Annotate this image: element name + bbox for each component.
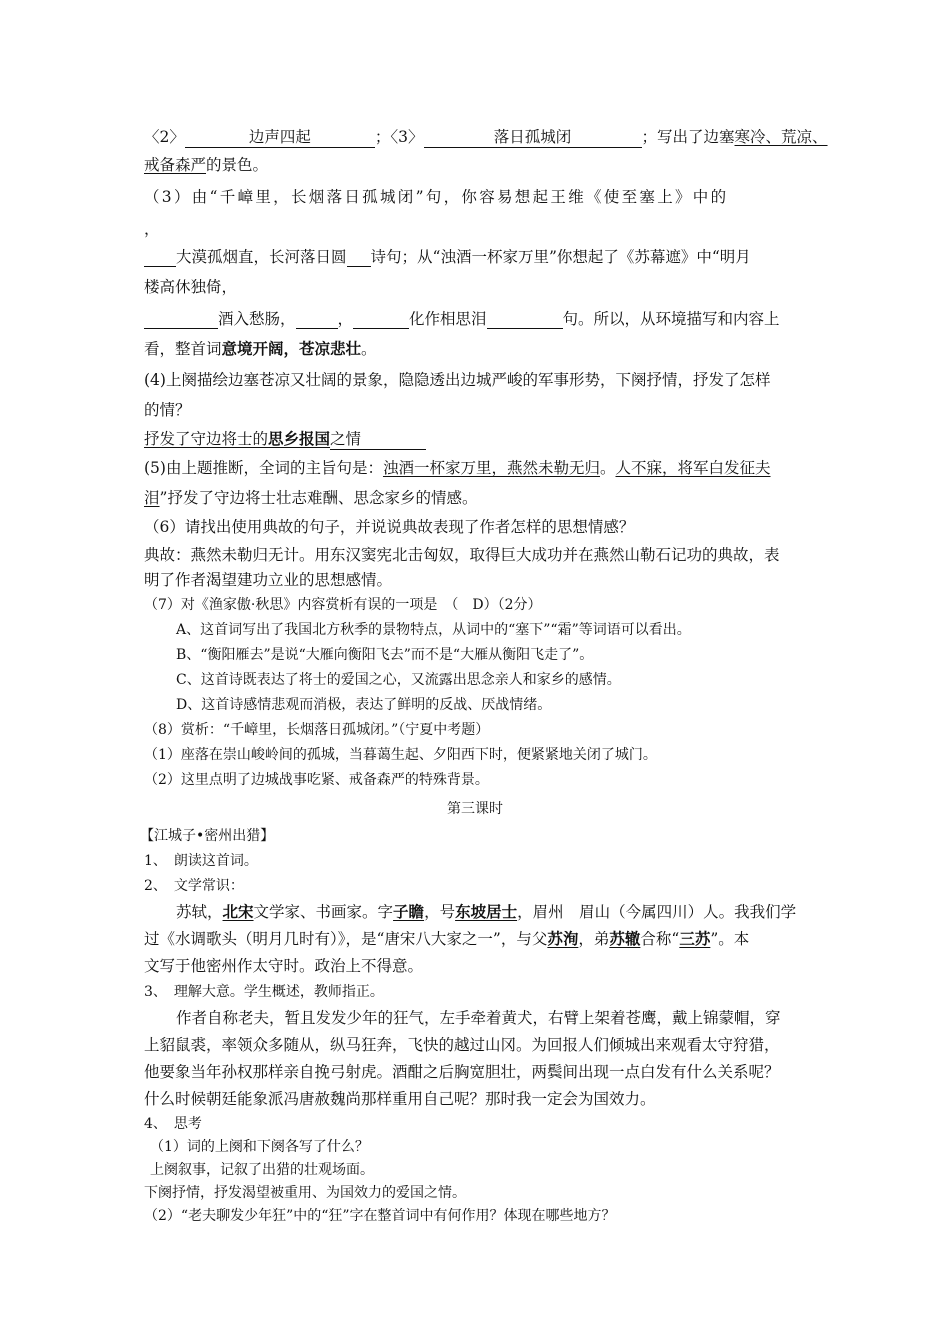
option-c: C、这首诗既表达了将士的爱国之心，又流露出思念亲人和家乡的感情。 bbox=[176, 672, 621, 688]
poem-title: 【江城子•密州出猎】 bbox=[140, 828, 275, 844]
think-a1-upper: 上阕叙事，记叙了出猎的壮观场面。 bbox=[150, 1162, 374, 1178]
line-10: 的情？ bbox=[144, 401, 191, 419]
item-4: 4、 思考 bbox=[144, 1116, 202, 1132]
line-31: 文写于他密州作太守时。政治上不得意。 bbox=[144, 957, 424, 975]
question-5: (5)由上题推断，全词的主旨句是：浊酒一杯家万里，燕然未勒无归。人不寐，将军白发征夫 bbox=[144, 459, 771, 477]
line-13: 泪”抒发了守边将士壮志难酬、思念家乡的情感。 bbox=[144, 489, 478, 507]
question-3: （3）由“千嶂里，长烟落日孤城闭”句，你容易想起王维《使至塞上》中的 bbox=[144, 188, 729, 206]
item-1: 1、 朗读这首词。 bbox=[144, 853, 258, 869]
author-info: 苏轼，北宋文学家、书画家。字子瞻，号东坡居士，眉州 眉山（今属四川）人。我我们学 bbox=[176, 902, 797, 921]
question-7: （7）对《渔家傲·秋思》内容赏析有误的一项是 （ D）（2分） bbox=[144, 597, 542, 613]
option-d: D、这首诗感情悲观而消极，表达了鲜明的反战、厌战情绪。 bbox=[176, 697, 552, 713]
line-answers-2-3: 〈2〉 边声四起 ；〈3〉 落日孤城闭 ；写出了边塞寒冷、荒凉、 bbox=[144, 128, 828, 146]
think-q2: （2）“老夫聊发少年狂”中的“狂”字在整首词中有何作用？体现在哪些地方？ bbox=[144, 1208, 616, 1224]
line-15: 典故：燕然未勒归无计。用东汉窦宪北击匈奴，取得巨大成功并在燕然山勒石记功的典故，表 bbox=[144, 546, 780, 564]
item-2: 2、 文学常识： bbox=[144, 878, 244, 894]
answer-8-1: （1）座落在崇山峻岭间的孤城，当暮蔼生起、夕阳西下时，便紧紧地关闭了城门。 bbox=[144, 747, 657, 763]
line-5: 大漠孤烟直，长河落日圆 诗句；从“浊酒一杯家万里”你想起了《苏幕遮》中“明月 bbox=[144, 248, 751, 267]
line-16: 明了作者渴望建功立业的思想感情。 bbox=[144, 571, 393, 589]
answer-2: 边声四起 bbox=[185, 128, 375, 148]
answer-3: 落日孤城闭 bbox=[424, 128, 642, 148]
paraphrase-1: 作者自称老夫，暂且发发少年的狂气，左手牵着黄犬，右臂上架着苍鹰，戴上锦蒙帽，穿 bbox=[176, 1009, 781, 1027]
think-q1: （1）词的上阕和下阕各写了什么？ bbox=[150, 1139, 369, 1155]
answer-8-2: （2）这里点明了边城战事吃紧、戒备森严的特殊背景。 bbox=[144, 772, 489, 788]
item-3: 3、 理解大意。学生概述，教师指正。 bbox=[144, 984, 384, 1000]
paraphrase-3: 他要象当年孙权那样亲自挽弓射虎。酒酣之后胸宽胆壮，两鬓间出现一点白发有什么关系呢？ bbox=[144, 1063, 780, 1081]
question-8: （8）赏析：“千嶂里，长烟落日孤城闭。”（宁夏中考题） bbox=[144, 722, 490, 738]
paraphrase-4: 什么时候朝廷能象派冯唐赦魏尚那样重用自己呢？那时我一定会为国效力。 bbox=[144, 1090, 656, 1108]
line-2: 戒备森严的景色。 bbox=[144, 156, 269, 174]
author-info-2: 过《水调歌头（明月几时有）》，是“唐宋八大家之一”，与父苏洵，弟苏辙合称“三苏”。本 bbox=[144, 929, 750, 948]
line-4: ， bbox=[144, 220, 160, 238]
question-4: (4)上阕描绘边塞苍凉又壮阔的景象，隐隐透出边城严峻的军事形势，下阕抒情，抒发了怎样 bbox=[144, 371, 771, 389]
line-8: 看，整首词意境开阔，苍凉悲壮。 bbox=[144, 339, 377, 358]
option-b: B、“衡阳雁去”是说“大雁向衡阳飞去”而不是“大雁从衡阳飞走了”。 bbox=[176, 647, 594, 663]
answer-4: 抒发了守边将士的思乡报国之情 bbox=[144, 430, 426, 450]
line-7: 酒入愁肠， ， 化作相思泪 句。所以，从环境描写和内容上 bbox=[144, 310, 780, 329]
line-6: 楼高休独倚， bbox=[144, 278, 238, 296]
paraphrase-2: 上貂鼠裘，率领众多随从，纵马狂奔，飞快的越过山冈。为回报人们倾城出来观看太守狩猎， bbox=[144, 1036, 780, 1054]
section-title: 第三课时 bbox=[447, 801, 503, 817]
option-a: A、这首词写出了我国北方秋季的景物特点，从词中的“塞下”“霜”等词语可以看出。 bbox=[176, 622, 691, 638]
think-a1-lower: 下阕抒情，抒发渴望被重用、为国效力的爱国之情。 bbox=[144, 1185, 466, 1201]
question-6: （6）请找出使用典故的句子，并说说典故表现了作者怎样的思想情感？ bbox=[144, 518, 635, 536]
